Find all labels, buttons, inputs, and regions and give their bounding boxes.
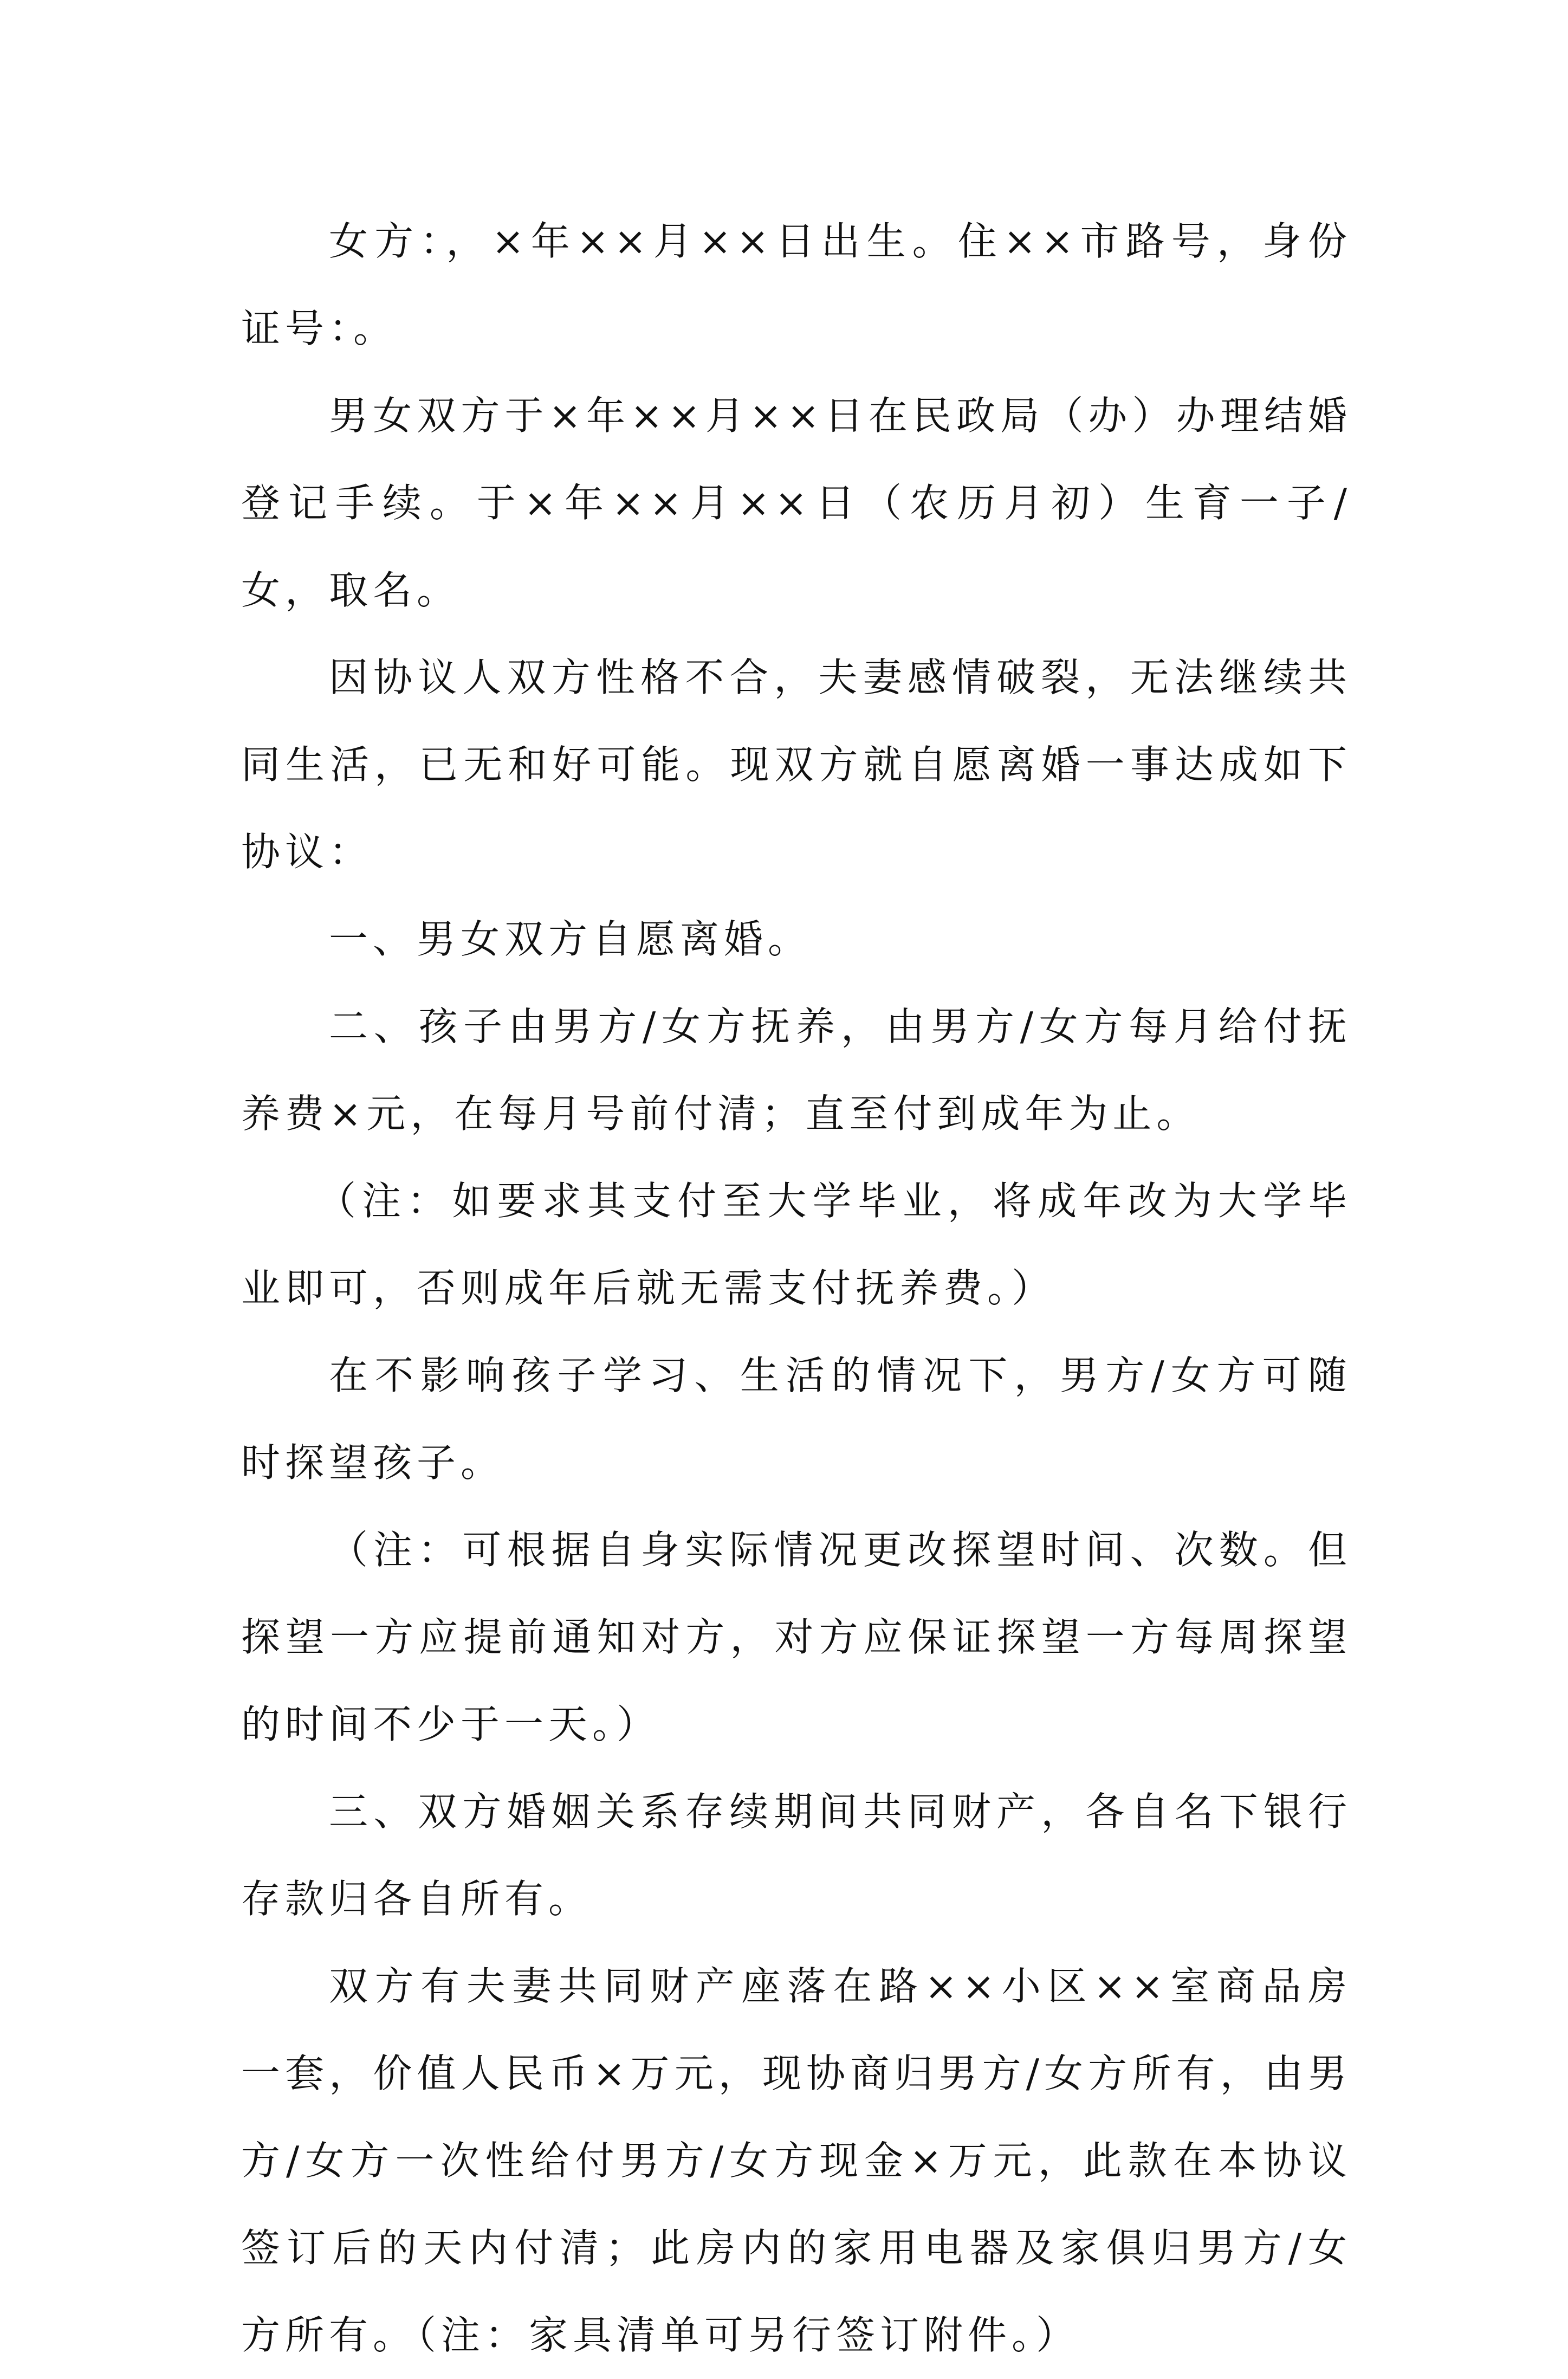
paragraph-female-party-info: 女方：，×年××月××日出生。住××市路号，身份证号：。 (241, 218, 1352, 351)
document-body (241, 198, 1352, 2379)
paragraph-marriage-registration: 男女双方于×年××月××日在民政局（办）办理结婚登记手续。于×年××月××日（农历月初）生育一子/女，取名。 (241, 393, 1352, 613)
paragraph-clause-3: 三、双方婚姻关系存续期间共同财产，各自名下银行存款归各自所有。 (241, 1789, 1352, 1922)
paragraph-property: 双方有夫妻共同财产座落在路××小区××室商品房一套，价值人民币×万元，现协商归男方/女方所有，由男方/女方一次性给付男方/女方现金×万元，此款在本协议签订后的天内付清；此房内的家用电器及家俱归男方/女方所有。（注：家具清单可另行签订附件。） (241, 1963, 1352, 2358)
paragraph-clause-2: 二、孩子由男方/女方抚养，由男方/女方每月给付抚养费×元，在每月号前付清；直至付到成年为止。 (241, 1004, 1352, 1136)
paragraph-divorce-reason: 因协议人双方性格不合，夫妻感情破裂，无法继续共同生活，已无和好可能。现双方就自愿离婚一事达成如下协议： (241, 655, 1352, 875)
paragraph-visitation: 在不影响孩子学习、生活的情况下，男方/女方可随时探望孩子。 (241, 1353, 1352, 1485)
paragraph-clause-1: 一、男女双方自愿离婚。 (329, 916, 812, 962)
paragraph-note-visitation: （注：可根据自身实际情况更改探望时间、次数。但探望一方应提前通知对方，对方应保证探望一方每周探望的时间不少于一天。） (241, 1527, 1352, 1747)
paragraph-note-support: （注：如要求其支付至大学毕业，将成年改为大学毕业即可，否则成年后就无需支付抚养费。） (241, 1178, 1352, 1311)
